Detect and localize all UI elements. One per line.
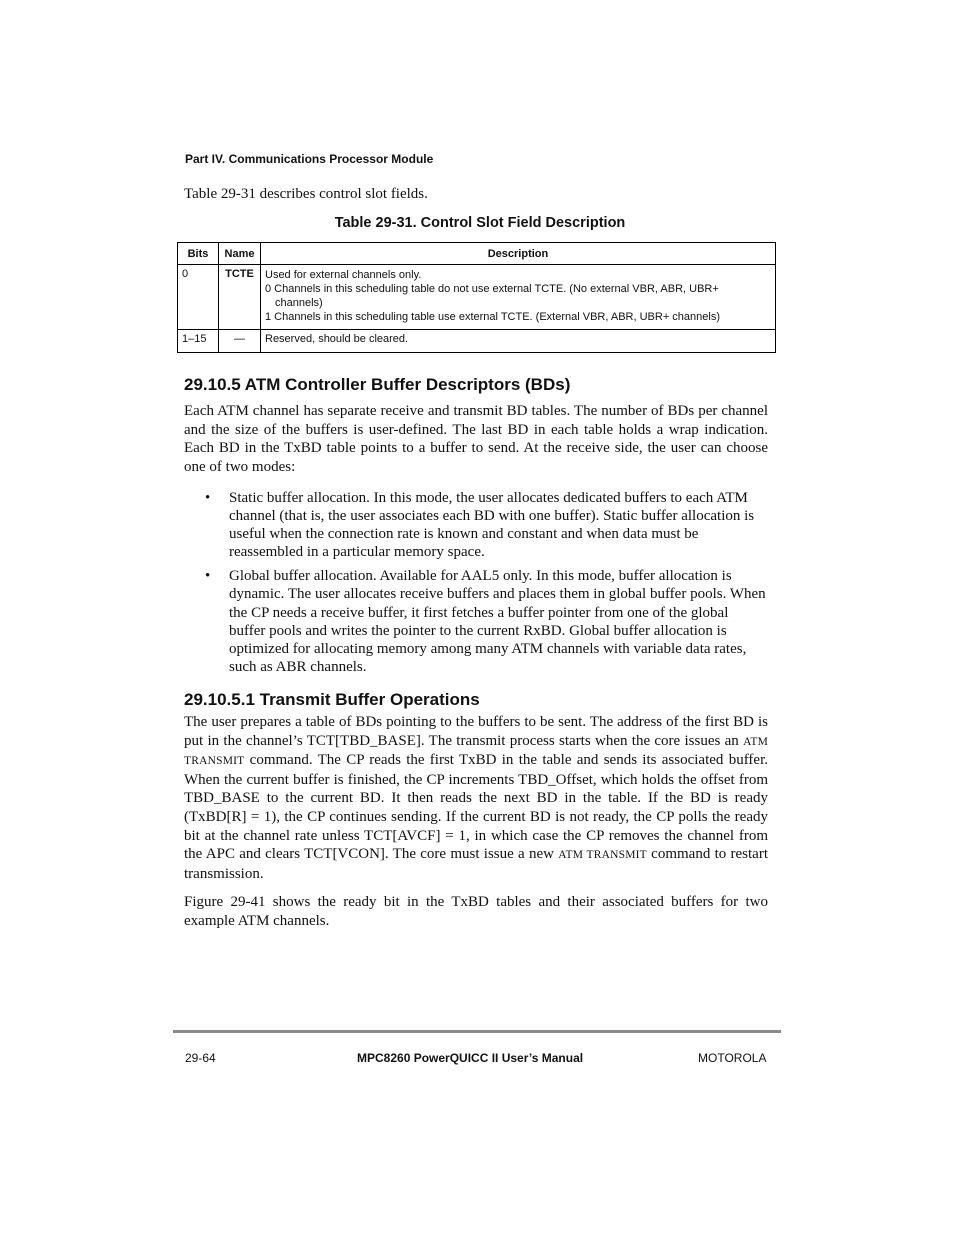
list-item — [184, 567, 768, 676]
cell-name: TCTE — [219, 265, 261, 330]
bullet-icon: • — [205, 490, 211, 506]
command-name: ATM TRANSMIT — [558, 849, 647, 862]
transmit-paragraph — [184, 713, 768, 883]
footer-divider — [173, 1030, 781, 1033]
bullet-icon: • — [205, 568, 211, 585]
control-slot-table — [177, 242, 776, 353]
cell-bits: 1–15 — [178, 330, 219, 353]
company-name: MOTOROLA — [698, 1051, 767, 1065]
subsection-heading: 29.10.5.1 Transmit Buffer Operations — [184, 690, 480, 709]
table-row — [178, 330, 776, 353]
description-line: 1 Channels in this scheduling table use external TCTE. (External VBR, ABR, UBR+ channels) — [265, 311, 720, 323]
page-number: 29-64 — [185, 1051, 216, 1065]
paragraph-text: command. The CP reads the first TxBD in the table and sends its associated buffer. When the current buffer is finished, the CP increments TBD_Offset, which holds the offset from TBD_BASE to the current BD. It then reads the next BD in the table. If the BD is ready (TxBD[R] = 1), the CP continues sending. If the current BD is not ready, the CP polls the ready bit at the channel rate unless TCT[AVCF] = 1, in which case the CP removes the channel from the APC and clears TCT[VCON]. The core must issue a new — [184, 752, 768, 863]
description-line: Used for external channels only. — [265, 269, 422, 281]
command-name: ATM TRANSMIT — [184, 735, 768, 768]
cell-description — [261, 265, 776, 330]
header-name: Name — [219, 243, 261, 265]
header-bits: Bits — [178, 243, 219, 265]
figure-reference-paragraph: Figure 29-41 shows the ready bit in the TxBD tables and their associated buffers for two example ATM channels. — [184, 894, 768, 929]
intro-text: Table 29-31 describes control slot fields. — [184, 186, 428, 202]
list-item-text: Global buffer allocation. Available for AAL5 only. In this mode, buffer allocation is dynamic. The user allocates receive buffers and places them in global buffer pools. When the CP needs a receive buffer, it first fetches a buffer pointer from one of the global buffer pools and writes the pointer to the current RxBD. Global buffer allocation is optimized for allocating memory among many ATM channels with variable data rates, such as ABR channels. — [229, 568, 766, 675]
description-line: channels) — [275, 297, 323, 309]
cell-bits: 0 — [178, 265, 219, 330]
description-line: 0 Channels in this scheduling table do not use external TCTE. (No external VBR, ABR, UBR+ — [265, 283, 719, 295]
table-row — [178, 265, 776, 330]
paragraph-text: The user prepares a table of BDs pointing to the buffers to be sent. The address of the first BD is put in the channel’s TCT[TBD_BASE]. The transmit process starts when the core issues an — [184, 714, 768, 749]
paragraph-text: command to restart transmission. — [184, 846, 769, 882]
section-paragraph: Each ATM channel has separate receive and transmit BD tables. The number of BDs per channel and the size of the buffers is user-defined. The last BD in each table holds a wrap indication. Each BD in the TxBD table points to a buffer to send. At the receive side, the user can choose one of two modes: — [184, 403, 768, 475]
header-description: Description — [261, 243, 776, 265]
table-title: Table 29-31. Control Slot Field Description — [334, 215, 626, 231]
section-heading: 29.10.5 ATM Controller Buffer Descriptors (BDs) — [184, 375, 571, 394]
list-item-text: Static buffer allocation. In this mode, the user allocates dedicated buffers to each ATM channel (that is, the user associates each BD with one buffer). Static buffer allocation is useful when the connection rate is known and constant and when data must be reassembled in a particular memory space. — [229, 490, 755, 561]
manual-title: MPC8260 PowerQUICC II User’s Manual — [357, 1051, 584, 1065]
bullet-list — [184, 489, 768, 682]
list-item — [184, 489, 768, 561]
table-header-row — [178, 243, 776, 265]
cell-description: Reserved, should be cleared. — [261, 330, 776, 353]
running-header: Part IV. Communications Processor Module — [185, 152, 434, 166]
cell-name: — — [219, 330, 261, 353]
